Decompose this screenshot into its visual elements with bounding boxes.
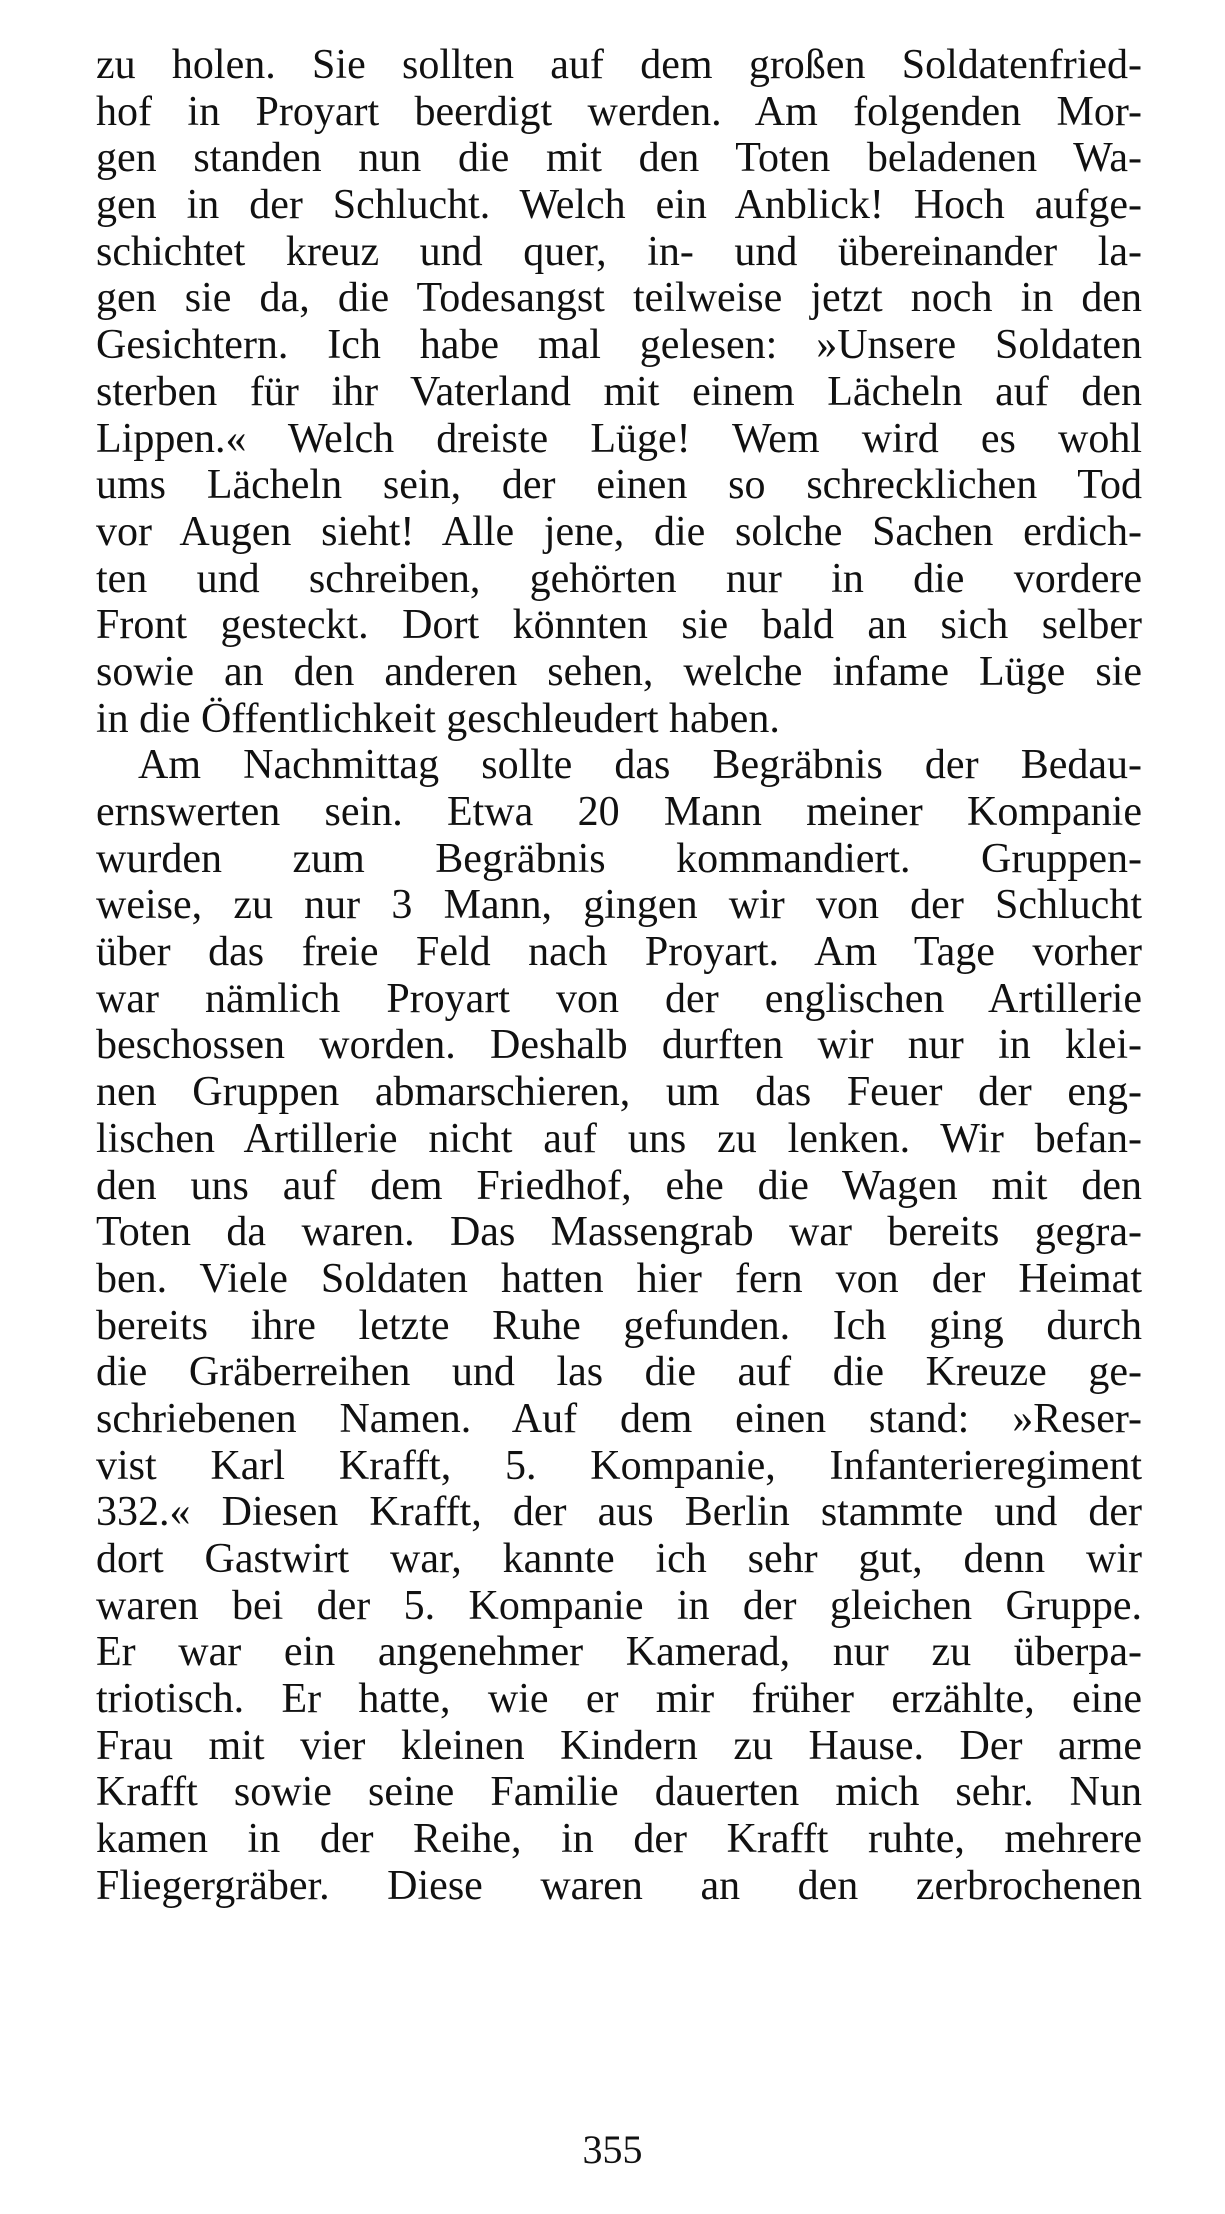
- text-line: wurden zum Begräbnis kommandiert. Gruppen-: [96, 835, 1142, 882]
- paragraph-2: [96, 742, 1142, 1909]
- body-text: [96, 42, 1142, 1910]
- text-line: bereits ihre letzte Ruhe gefunden. Ich ging durch: [96, 1302, 1142, 1349]
- text-line: ten und schreiben, gehörten nur in die vordere: [96, 555, 1142, 602]
- text-line: vor Augen sieht! Alle jene, die solche Sachen erdich-: [96, 508, 1142, 555]
- text-line: Fliegergräber. Diese waren an den zerbrochenen: [96, 1862, 1142, 1909]
- text-line: hof in Proyart beerdigt werden. Am folgenden Mor-: [96, 88, 1142, 135]
- text-line: die Gräberreihen und las die auf die Kreuze ge-: [96, 1349, 1142, 1396]
- text-line: beschossen worden. Deshalb durften wir nur in klei-: [96, 1022, 1142, 1069]
- text-line: sterben für ihr Vaterland mit einem Lächeln auf den: [96, 368, 1142, 415]
- text-line: in die Öffentlichkeit geschleudert haben.: [96, 695, 780, 742]
- text-line: den uns auf dem Friedhof, ehe die Wagen mit den: [96, 1162, 1142, 1209]
- text-line: sowie an den anderen sehen, welche infame Lüge sie: [96, 648, 1142, 695]
- text-line: kamen in der Reihe, in der Krafft ruhte, mehrere: [96, 1816, 1142, 1863]
- text-line: vist Karl Krafft, 5. Kompanie, Infanterieregiment: [96, 1442, 1142, 1489]
- text-line: Er war ein angenehmer Kamerad, nur zu überpa-: [96, 1629, 1142, 1676]
- page-number: 355: [582, 2127, 643, 2172]
- text-line: schriebenen Namen. Auf dem einen stand: »Reser-: [96, 1395, 1142, 1442]
- text-line: gen in der Schlucht. Welch ein Anblick! Hoch aufge-: [96, 182, 1142, 229]
- text-line: Gesichtern. Ich habe mal gelesen: »Unsere Soldaten: [96, 322, 1142, 369]
- text-line: triotisch. Er hatte, wie er mir früher erzählte, eine: [96, 1676, 1142, 1723]
- text-line: schichtet kreuz und quer, in- und übereinander la-: [96, 228, 1142, 275]
- text-line: lischen Artillerie nicht auf uns zu lenken. Wir befan-: [96, 1115, 1142, 1162]
- text-line: dort Gastwirt war, kannte ich sehr gut, denn wir: [96, 1536, 1142, 1582]
- text-line: ernswerten sein. Etwa 20 Mann meiner Kompanie: [96, 789, 1142, 835]
- text-line: ums Lächeln sein, der einen so schrecklichen Tod: [96, 462, 1142, 509]
- text-line: ben. Viele Soldaten hatten hier fern von der Heimat: [96, 1255, 1142, 1302]
- text-line: Krafft sowie seine Familie dauerten mich sehr. Nun: [96, 1769, 1142, 1816]
- text-line: nen Gruppen abmarschieren, um das Feuer der eng-: [96, 1069, 1142, 1116]
- text-line: Lippen.« Welch dreiste Lüge! Wem wird es wohl: [96, 415, 1142, 462]
- text-line: 332.« Diesen Krafft, der aus Berlin stammte und der: [96, 1489, 1142, 1536]
- text-line: weise, zu nur 3 Mann, gingen wir von der Schlucht: [96, 882, 1142, 929]
- text-line: gen sie da, die Todesangst teilweise jetzt noch in den: [96, 275, 1142, 322]
- text-line: waren bei der 5. Kompanie in der gleichen Gruppe.: [96, 1582, 1142, 1629]
- text-line: gen standen nun die mit den Toten beladenen Wa-: [96, 135, 1142, 182]
- text-line: zu holen. Sie sollten auf dem großen Soldatenfried-: [96, 42, 1142, 88]
- paragraph-1: [96, 42, 1142, 742]
- text-line: Toten da waren. Das Massengrab war bereits gegra-: [96, 1209, 1142, 1256]
- text-line: Front gesteckt. Dort könnten sie bald an sich selber: [96, 602, 1142, 649]
- text-line: war nämlich Proyart von der englischen Artillerie: [96, 975, 1142, 1022]
- text-line: Frau mit vier kleinen Kindern zu Hause. Der arme: [96, 1722, 1142, 1769]
- text-line: Am Nachmittag sollte das Begräbnis der Bedau-: [138, 742, 1142, 789]
- text-line: über das freie Feld nach Proyart. Am Tage vorher: [96, 929, 1142, 976]
